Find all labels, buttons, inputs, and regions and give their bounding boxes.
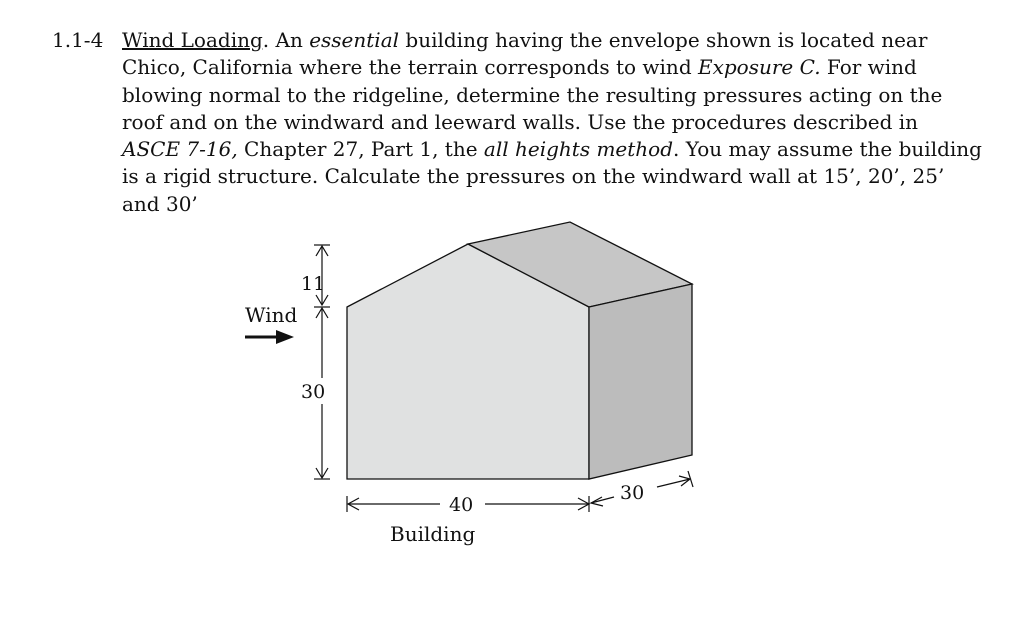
problem-text-segment: blowing normal to the ridgeline, determine the resulting pressures acting on the — [122, 82, 943, 107]
problem-text-segment: . An — [262, 28, 310, 52]
problem-text-segment: ASCE 7-16, — [122, 137, 238, 162]
problem-text-segment: Chico, California where the terrain corresponds to wind — [122, 55, 698, 80]
problem-number: 1.1-4 — [52, 28, 104, 52]
problem-text-segment: Chapter 27, Part 1, the — [237, 137, 484, 162]
problem-text-segment: essential — [309, 28, 400, 52]
width-label: 40 — [449, 494, 474, 516]
wind-arrow — [245, 330, 294, 344]
problem-text-segment: is a rigid structure. Calculate the pressures on the windward wall at 15’, 20’, 25’ — [122, 164, 945, 189]
problem-text-segment: building having the envelope shown is located near — [399, 28, 928, 52]
figure-caption: Building — [390, 522, 476, 546]
building-side-face — [589, 284, 692, 479]
wall-height-label: 30 — [301, 381, 326, 403]
roof-height-label: 11 — [301, 273, 326, 295]
problem-text-segment: roof and on the windward and leeward walls. Use the procedures described in — [122, 109, 919, 134]
problem-text-segment: . You may assume the building — [673, 137, 982, 162]
problem-text-segment: Exposure C. — [697, 55, 821, 80]
problem-text-segment: and 30’ — [122, 191, 198, 216]
problem-text-segment: For wind — [820, 55, 917, 80]
problem-text-segment: all heights method — [483, 137, 674, 162]
problem-title: Wind Loading — [122, 28, 263, 52]
depth-label: 30 — [620, 482, 645, 504]
wind-label: Wind — [245, 303, 298, 327]
